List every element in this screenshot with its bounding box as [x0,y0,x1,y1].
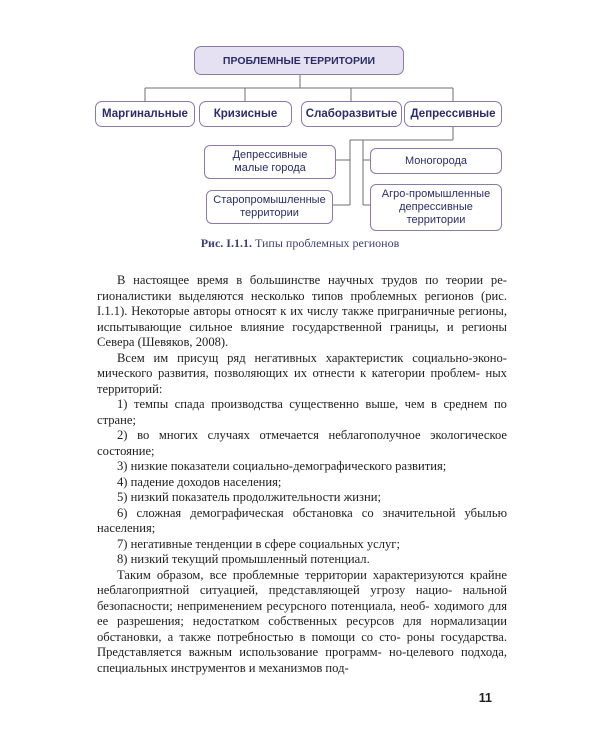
list-item [97,475,507,491]
category-label: Кризисные [213,108,278,120]
paragraph-3 [97,568,507,677]
text-line: роны государства. Представляется важным использование программ- [97,629,507,659]
text-line: 1) темпы спада производства существенно выше, чем в среднем [117,397,488,411]
subtype-label: Моногорода [404,154,467,167]
list-item [97,428,507,459]
text-line: состояние; [97,443,155,458]
category-underdeveloped-box [301,101,402,127]
list-item [97,552,507,568]
category-crisis-box [199,101,292,127]
text-line: крайне неблагоприятной ситуацией, представляющей угрозу нацио- [97,567,507,597]
text-line: гионалистики выделяются несколько типов проблемных регионов [97,288,474,303]
body-text [97,273,507,676]
figure-caption-label: Рис. I.1.1. [200,236,252,250]
text-line: нальной безопасности; неприменением ресурсного потенциала, необ- [97,583,508,613]
root-problem-territories-box [194,46,404,75]
figure-caption [0,236,600,251]
text-line: и регионы Севера (Шевяков, 2008). [97,319,507,349]
paragraph-2 [97,351,507,398]
subtype-agro-industrial-box [370,184,502,231]
figure-caption-text: Типы проблемных регионов [254,236,400,250]
list-item [97,506,507,537]
text-line: регионы, испытывающие сильное влияние государственной границы, [97,304,507,334]
list-item [97,459,507,475]
text-line: Всем им присущ ряд негативных характеристик социально-эконо- [117,350,507,365]
text-line: мического развития, позволяющих их отнести к категории проблем- [97,366,480,380]
paragraph-1 [97,273,507,351]
page-number: 11 [478,691,492,705]
text-line: В настоящее время в большинстве научных трудов по теории ре- [117,273,507,287]
text-line: 8) низкий текущий промышленный потенциал. [117,552,370,566]
text-line: 3) низкие показатели социально-демографического развития; [117,459,447,473]
text-line: нормализации обстановки, а также потребностью в помощи со сто- [97,614,507,644]
subtype-monotowns-box [370,148,502,174]
text-line: по стране; [97,397,507,427]
subtype-label: Депрессивные малые города [232,149,308,174]
category-marginal-box [95,101,195,127]
subtype-old-industrial-box [206,190,333,224]
text-line: 6) сложная демографическая обстановка со значительной убылью [117,505,507,520]
text-line: населения; [97,521,156,535]
root-label: ПРОБЛЕМНЫЕ ТЕРРИТОРИИ [222,54,376,67]
text-line: но-целевого подхода, специальных инструментов и механизмов под- [97,645,507,675]
category-label: Маргинальные [102,108,188,120]
category-label: Слаборазвитые [305,108,398,120]
subtype-label: Старопромышленные территории [213,194,326,219]
text-line: 7) негативные тенденции в сфере социальных услуг; [117,536,400,551]
figure-problem-territories [0,0,600,250]
text-line: 5) низкий показатель продолжительности жизни; [117,490,381,504]
text-line: Таким образом, все проблемные территории характеризуются [117,567,464,582]
list-item [97,490,507,506]
category-label: Депрессивные [410,108,496,120]
text-line: (рис. I.1.1). Некоторые авторы относят к их числу также приграничные [97,288,508,318]
list-item [97,537,507,553]
subtype-small-towns-box [204,145,336,179]
list-item [97,397,507,428]
text-line: 4) падение доходов населения; [117,474,282,489]
text-line: ходимого для ее разрешения; недостатком собственных ресурсов для [97,598,507,628]
text-line: 2) во многих случаях отмечается неблагополучное экологическое [117,428,507,442]
text-line: ных территорий: [97,366,507,396]
subtype-label: Агро-промышленные депрессивные территории [381,188,491,226]
category-depressive-box [404,101,502,127]
